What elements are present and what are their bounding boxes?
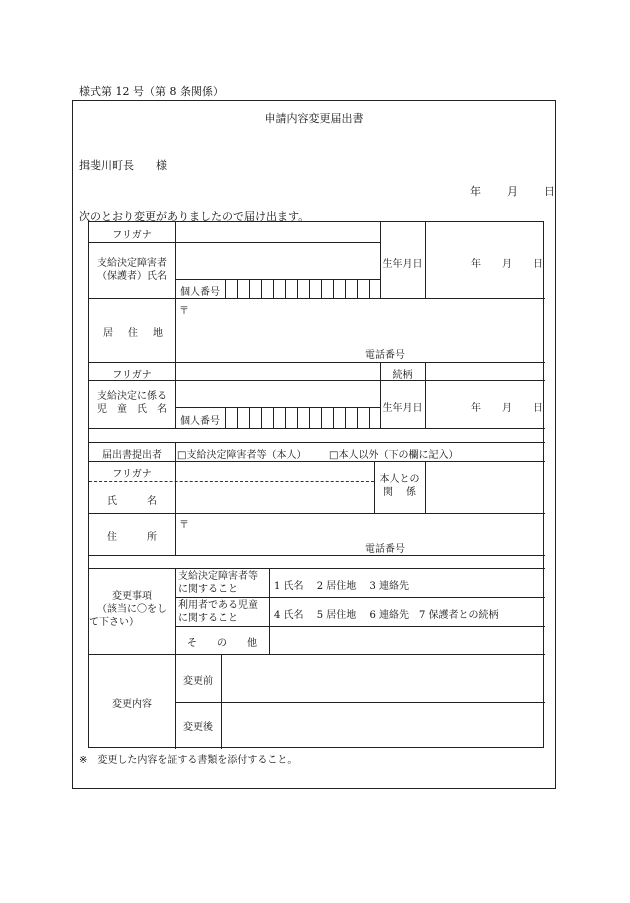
addressee-name: 揖斐川町長	[79, 159, 134, 172]
submitter-address-label-char: 所	[147, 532, 157, 543]
other-label-char: そ	[187, 638, 197, 649]
before-label: 変更前	[183, 676, 213, 687]
recipient-category-line2: に関すること	[178, 584, 238, 595]
addressee	[79, 157, 167, 173]
relationship-label: 続柄	[392, 370, 413, 381]
birth-year: 年	[471, 403, 481, 414]
child-name-label	[89, 390, 175, 416]
child-name-label-line2	[89, 403, 175, 416]
rule	[89, 654, 545, 655]
rule	[89, 513, 545, 514]
other-label-char: 他	[247, 638, 257, 649]
rule	[269, 568, 270, 626]
addressee-honorific: 様	[156, 159, 167, 172]
child-name-field[interactable]	[179, 382, 377, 405]
submitter-name-label	[107, 492, 157, 507]
residence-label	[103, 324, 163, 339]
rule	[89, 555, 545, 556]
rule	[89, 568, 545, 569]
footnote	[79, 751, 297, 766]
footnote-text: 変更した内容を証する書類を添付すること。	[97, 755, 298, 766]
relation-label-char: 関	[383, 487, 393, 498]
rule	[89, 428, 545, 429]
residence-postal-mark: 〒	[179, 306, 189, 317]
rule	[89, 461, 545, 462]
form-table	[88, 221, 544, 748]
change-items-label	[89, 590, 175, 629]
before-field[interactable]	[225, 657, 541, 699]
recipient-name-label-line1: 支給決定障害者	[97, 258, 167, 269]
intro-text: 次のとおり変更がありましたので届け出ます。	[79, 210, 310, 223]
option-other-checkbox[interactable]: □本人以外（下の欄に記入）	[329, 450, 459, 461]
rule	[175, 222, 176, 362]
birth-month: 月	[502, 259, 512, 270]
date-day: 日	[544, 185, 555, 198]
option-self-checkbox[interactable]: □支給決定障害者等（本人）	[177, 450, 307, 461]
child-individual-number-label: 個人番号	[180, 416, 220, 427]
rule	[175, 362, 176, 428]
rule	[425, 362, 426, 428]
recipient-category-label	[178, 570, 258, 596]
child-category-line2: に関すること	[178, 613, 238, 624]
child-name-label-char: 児	[97, 404, 107, 415]
child-name-label-char: 氏	[137, 404, 147, 415]
rule	[175, 702, 545, 703]
recipient-individual-number-field[interactable]	[226, 280, 379, 297]
rule	[89, 298, 545, 299]
rule	[89, 442, 545, 443]
recipient-individual-number-label: 個人番号	[180, 287, 220, 298]
residence-label-char: 地	[153, 328, 163, 339]
child-name-label-char: 名	[157, 404, 167, 415]
change-items-label-line1: 変更事項	[112, 591, 152, 602]
submission-date[interactable]	[470, 183, 555, 199]
child-individual-number-field[interactable]	[226, 408, 379, 427]
relationship-field[interactable]	[429, 363, 541, 379]
child-birthdate-label: 生年月日	[382, 403, 423, 414]
recipient-furigana-field[interactable]	[179, 223, 377, 241]
rule	[175, 442, 176, 555]
residence-label-char: 住	[128, 328, 138, 339]
child-category-options[interactable]: 4 氏名 5 居住地 6 連絡先 7 保護者との続柄	[274, 610, 499, 621]
rule	[89, 242, 380, 243]
date-year: 年	[470, 185, 481, 198]
relation-label-line2	[374, 486, 425, 499]
child-category-line1: 利用者である児童	[178, 600, 258, 611]
other-field[interactable]	[273, 628, 541, 652]
submitter-name-field[interactable]	[179, 484, 371, 511]
change-content-label: 変更内容	[112, 699, 152, 710]
child-furigana-field[interactable]	[179, 363, 377, 379]
rule	[175, 626, 545, 627]
submitter-name-label-char: 氏	[107, 496, 117, 507]
birth-year: 年	[471, 259, 481, 270]
form-title: 申請内容変更届出書	[264, 112, 364, 125]
recipient-name-label-line2: （保護者）氏名	[97, 271, 167, 282]
rule	[269, 626, 270, 654]
submitter-address-label	[107, 528, 157, 543]
rule	[221, 654, 222, 749]
relation-label-line1: 本人との	[379, 474, 420, 485]
birth-day: 日	[533, 259, 543, 270]
submitter-name-label-char: 名	[147, 496, 157, 507]
rule	[425, 222, 426, 298]
recipient-name-field[interactable]	[179, 244, 377, 277]
change-items-label-line2: （該当に〇をし	[97, 604, 167, 615]
submitter-phone-label: 電話番号	[365, 544, 405, 555]
rule	[175, 597, 545, 598]
form-number: 様式第 12 号（第 8 条関係）	[79, 85, 224, 98]
recipient-furigana-label: フリガナ	[112, 230, 152, 241]
other-label	[187, 634, 257, 649]
recipient-name-label	[89, 257, 175, 283]
relation-to-self-label	[374, 473, 425, 499]
footnote-mark: ※	[79, 755, 88, 766]
relation-to-self-field[interactable]	[429, 463, 541, 511]
submitter-postal-mark: 〒	[179, 520, 189, 531]
rule	[425, 461, 426, 513]
other-label-char: の	[217, 638, 227, 649]
recipient-birthdate-label: 生年月日	[382, 259, 423, 270]
relation-label-char: 係	[406, 487, 416, 498]
submitter-furigana-field[interactable]	[179, 463, 371, 479]
submitter-address-field[interactable]	[179, 528, 541, 542]
after-field[interactable]	[225, 705, 541, 745]
recipient-category-options[interactable]: 1 氏名 2 居住地 3 連絡先	[274, 581, 409, 592]
change-items-label-line3: て下さい）	[89, 617, 139, 628]
recipient-category-line1: 支給決定障害者等	[178, 571, 258, 582]
residence-field[interactable]	[179, 314, 541, 344]
child-category-label	[178, 599, 258, 625]
child-furigana-label: フリガナ	[112, 370, 152, 381]
residence-phone-label: 電話番号	[365, 350, 405, 361]
dashed-rule	[89, 481, 374, 482]
child-birthdate-field[interactable]	[471, 399, 543, 414]
date-month: 月	[507, 185, 518, 198]
residence-label-char: 居	[103, 328, 113, 339]
submitter-furigana-label: フリガナ	[112, 469, 152, 480]
submitter-address-label-char: 住	[107, 532, 117, 543]
submitter-label: 届出書提出者	[102, 450, 162, 461]
birth-day: 日	[533, 403, 543, 414]
child-name-label-line1: 支給決定に係る	[97, 391, 167, 402]
birth-month: 月	[502, 403, 512, 414]
recipient-birthdate-field[interactable]	[471, 255, 543, 270]
child-name-label-char: 童	[117, 404, 127, 415]
after-label: 変更後	[183, 722, 213, 733]
